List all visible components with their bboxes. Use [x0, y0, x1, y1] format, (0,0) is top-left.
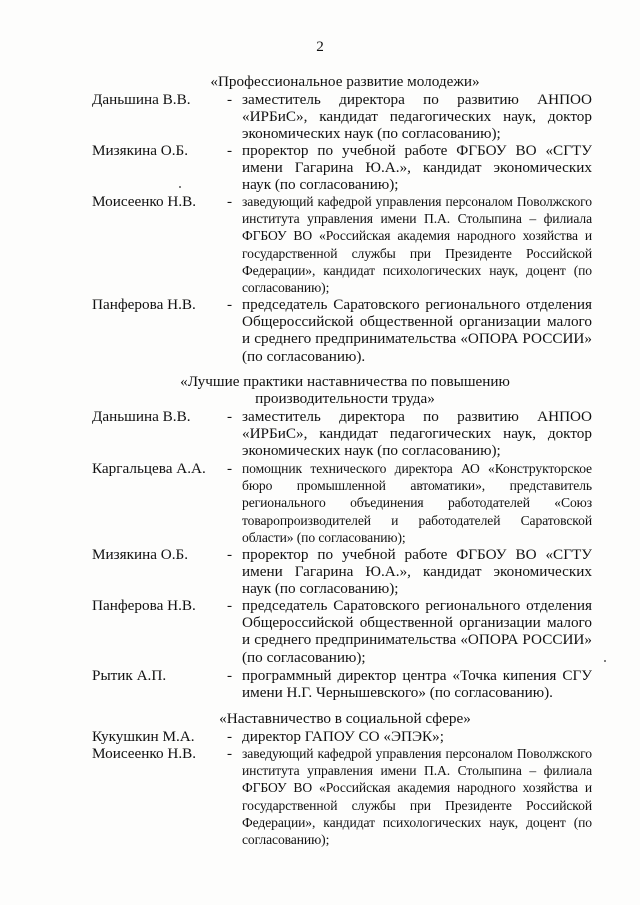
member-role: программный директор центра «Точка кипения СГУ имени Н.Г. Чернышевского» (по согласованию). — [242, 667, 592, 702]
committee-member — [92, 408, 592, 460]
dash-separator: - — [227, 193, 233, 210]
member-role: заместитель директора по развитию АНПОО «ИРБиС», кандидат педагогических наук, доктор экономических наук (по согласованию); — [242, 91, 592, 143]
member-role: проректор по учебной работе ФГБОУ ВО «СГТУ имени Гагарина Ю.А.», кандидат экономических наук (по согласованию); — [242, 546, 592, 598]
member-name: Даньшина В.В. — [92, 91, 191, 108]
dash-separator: - — [227, 546, 233, 563]
committee-member — [92, 745, 592, 848]
committee-member — [92, 728, 592, 745]
committee-member — [92, 667, 592, 701]
member-role: помощник технического директора АО «Конструкторское бюро промышленной автоматики», представитель регионального объединения работодателей «Союз товаропроизводителей и работодателей Саратовской области» (по согласованию); — [242, 461, 592, 545]
member-name: Каргальцева А.А. — [92, 460, 206, 477]
member-name: Кукушкин М.А. — [92, 728, 195, 745]
committee-member — [92, 597, 592, 666]
dash-separator: - — [227, 460, 233, 477]
page-number: 2 — [316, 38, 324, 55]
scan-speck — [179, 186, 181, 188]
scan-speck — [604, 660, 606, 662]
committee-member — [92, 142, 592, 194]
dash-separator: - — [227, 597, 233, 614]
member-role: заведующий кафедрой управления персоналом Поволжского института управления имени П.А. Столыпина – филиала ФГБОУ ВО «Российская академия народного хозяйства и государственной службы при Президенте Российской Федерации», кандидат психологических наук, доцент (по согласованию); — [242, 194, 592, 296]
committee-member — [92, 296, 592, 365]
dash-separator: - — [227, 142, 233, 159]
member-name: Панферова Н.В. — [92, 597, 196, 614]
dash-separator: - — [227, 296, 233, 313]
committee-member — [92, 546, 592, 598]
dash-separator: - — [227, 728, 233, 745]
member-name: Моисеенко Н.В. — [92, 745, 197, 762]
section-title: «Лучшие практики наставничества по повышению производительности труда» — [180, 373, 510, 408]
member-name: Моисеенко Н.В. — [92, 193, 197, 210]
member-name: Рытик А.П. — [92, 667, 167, 684]
committee-member — [92, 460, 592, 546]
dash-separator: - — [227, 667, 233, 684]
committee-member — [92, 91, 592, 143]
member-role: проректор по учебной работе ФГБОУ ВО «СГТУ имени Гагарина Ю.А.», кандидат экономических наук (по согласованию); — [242, 142, 592, 194]
member-role: председатель Саратовского регионального отделения Общероссийской общественной организации малого и среднего предпринимательства «ОПОРА РОССИИ» (по согласованию). — [242, 296, 592, 365]
committee-member — [92, 193, 592, 296]
member-name: Мизякина О.Б. — [92, 142, 189, 159]
dash-separator: - — [227, 408, 233, 425]
section-title: «Профессиональное развитие молодежи» — [210, 73, 480, 90]
member-name: Панферова Н.В. — [92, 296, 196, 313]
member-name: Даньшина В.В. — [92, 408, 191, 425]
member-role: председатель Саратовского регионального отделения Общероссийской общественной организации малого и среднего предпринимательства «ОПОРА РОССИИ» (по согласованию); — [242, 597, 592, 666]
section-title: «Наставничество в социальной сфере» — [219, 710, 471, 727]
dash-separator: - — [227, 745, 233, 762]
member-role: заведующий кафедрой управления персоналом Поволжского института управления имени П.А. Столыпина – филиала ФГБОУ ВО «Российская академия народного хозяйства и государственной службы при Президенте Российской Федерации», кандидат психологических наук, доцент (по согласованию); — [242, 746, 592, 848]
member-name: Мизякина О.Б. — [92, 546, 189, 563]
dash-separator: - — [227, 91, 233, 108]
member-role: директор ГАПОУ СО «ЭПЭК»; — [242, 728, 444, 745]
member-role: заместитель директора по развитию АНПОО «ИРБиС», кандидат педагогических наук, доктор экономических наук (по согласованию); — [242, 408, 592, 460]
